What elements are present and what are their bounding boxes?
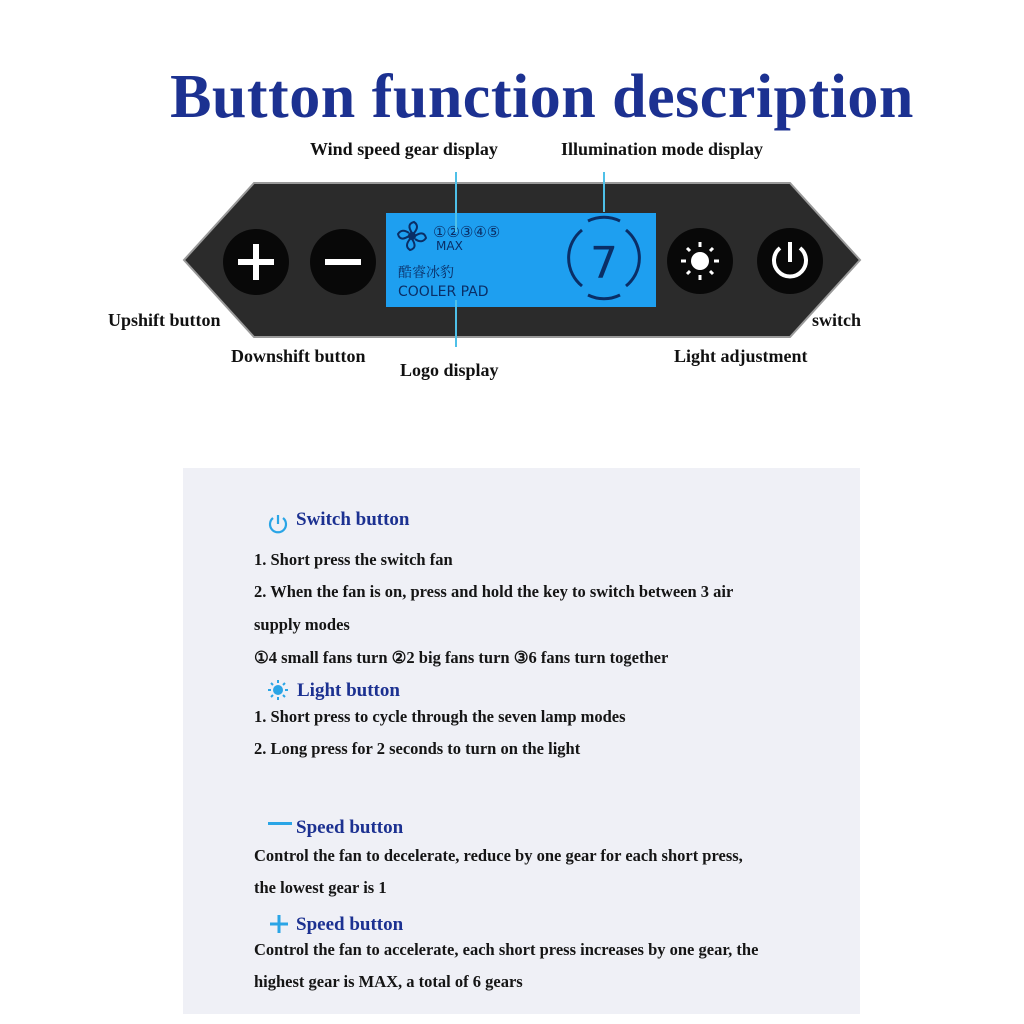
label-illumination: Illumination mode display	[561, 139, 764, 159]
speed-down-line-2: the lowest gear is 1	[254, 878, 387, 897]
switch-line-2: 2. When the fan is on, press and hold the key to switch between 3 air	[254, 582, 734, 601]
switch-line-1: 1. Short press the switch fan	[254, 550, 453, 569]
mode-number: 7	[590, 238, 618, 289]
power-button[interactable]	[757, 228, 823, 294]
speed-up-line-1: Control the fan to accelerate, each short press increases by one gear, the	[254, 940, 759, 959]
switch-line-3: supply modes	[254, 615, 350, 634]
minus-icon	[268, 818, 294, 830]
label-downshift: Downshift button	[231, 346, 366, 366]
speed-down-title: Speed button	[296, 817, 404, 838]
max-label: MAX	[436, 239, 463, 253]
logo-text: 酷睿冰豹	[398, 265, 454, 281]
label-wind-speed: Wind speed gear display	[310, 139, 498, 159]
light-button[interactable]	[667, 228, 733, 294]
upshift-button[interactable]	[223, 229, 289, 295]
light-section-title: Light button	[297, 680, 400, 701]
sun-icon	[267, 679, 289, 701]
control-panel	[0, 0, 1024, 420]
gear-digits: ①②③④⑤	[433, 223, 501, 241]
light-line-1: 1. Short press to cycle through the seven lamp modes	[254, 707, 626, 726]
plus-icon	[269, 914, 289, 934]
switch-line-4: ①4 small fans turn ②2 big fans turn ③6 fans turn together	[254, 648, 669, 667]
label-upshift: Upshift button	[108, 310, 221, 330]
label-switch: switch	[812, 310, 861, 330]
label-logo: Logo display	[400, 360, 499, 380]
speed-up-title: Speed button	[296, 914, 404, 935]
speed-down-line-1: Control the fan to decelerate, reduce by one gear for each short press,	[254, 846, 743, 865]
brand-text: COOLER PAD	[398, 284, 489, 300]
light-line-2: 2. Long press for 2 seconds to turn on the light	[254, 739, 581, 758]
label-light-adjust: Light adjustment	[674, 346, 808, 366]
switch-section-title: Switch button	[296, 509, 410, 530]
page-title: Button function description	[170, 63, 914, 131]
speed-up-line-2: highest gear is MAX, a total of 6 gears	[254, 972, 523, 991]
power-icon	[266, 512, 290, 536]
downshift-button[interactable]	[310, 229, 376, 295]
